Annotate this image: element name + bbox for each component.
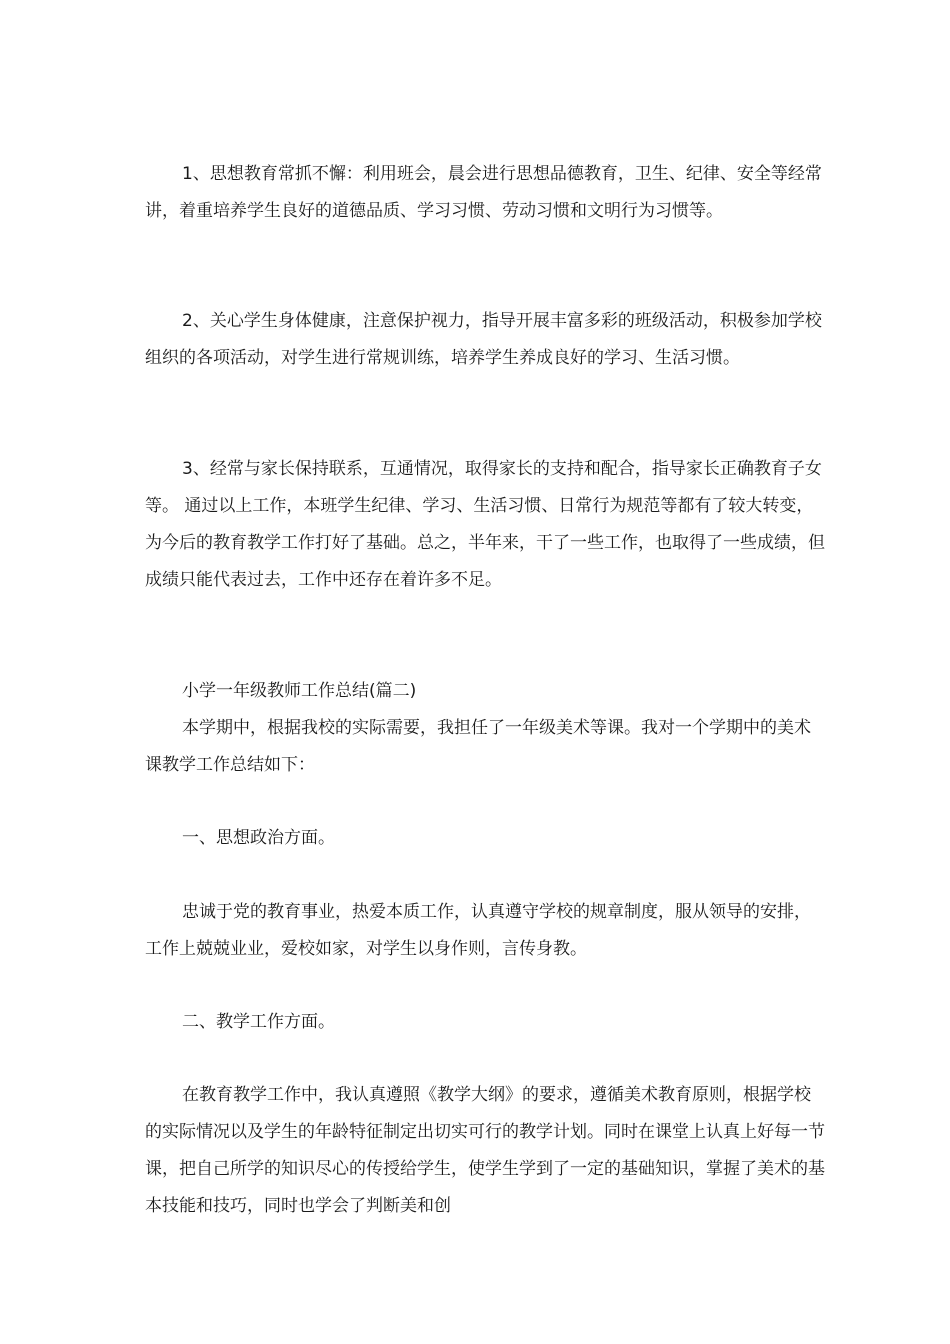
- intro-paragraph: 本学期中，根据我校的实际需要，我担任了一年级美术等课。我对一个学期中的美术课教学工作总结如下：: [145, 718, 811, 775]
- paragraph-teaching: 在教育教学工作中，我认真遵照《教学大纲》的要求，遵循美术教育原则，根据学校的实际情况以及学生的年龄特征制定出切实可行的教学计划。同时在课堂上认真上好每一节课，把自己所学的知识尽心的传授给学生，使学生学到了一定的基础知识，掌握了美术的基本技能和技巧，同时也学会了判断美和创: [145, 1085, 825, 1216]
- heading-teaching: 二、教学工作方面。: [182, 1012, 335, 1032]
- paragraph-item-1: 1、思想教育常抓不懈：利用班会，晨会进行思想品德教育，卫生、纪律、安全等经常讲，着重培养学生良好的道德品质、学习习惯、劳动习惯和文明行为习惯等。: [145, 164, 822, 221]
- paragraph-item-3: 3、经常与家长保持联系，互通情况，取得家长的支持和配合，指导家长正确教育子女等。 通过以上工作，本班学生纪律、学习、生活习惯、日常行为规范等都有了较大转变，为今后的教育教学工作打好了基础。总之，半年来，干了一些工作，也取得了一些成绩，但成绩只能代表过去，工作中还存在着许多不足。: [145, 459, 825, 590]
- section-title: 小学一年级教师工作总结(篇二): [182, 681, 417, 701]
- paragraph-item-2: 2、关心学生身体健康，注意保护视力，指导开展丰富多彩的班级活动，积极参加学校组织的各项活动，对学生进行常规训练，培养学生养成良好的学习、生活习惯。: [145, 311, 822, 368]
- heading-political: 一、思想政治方面。: [182, 828, 335, 848]
- paragraph-political: 忠诚于党的教育事业，热爱本质工作，认真遵守学校的规章制度，服从领导的安排，工作上兢兢业业，爱校如家，对学生以身作则，言传身教。: [145, 902, 811, 959]
